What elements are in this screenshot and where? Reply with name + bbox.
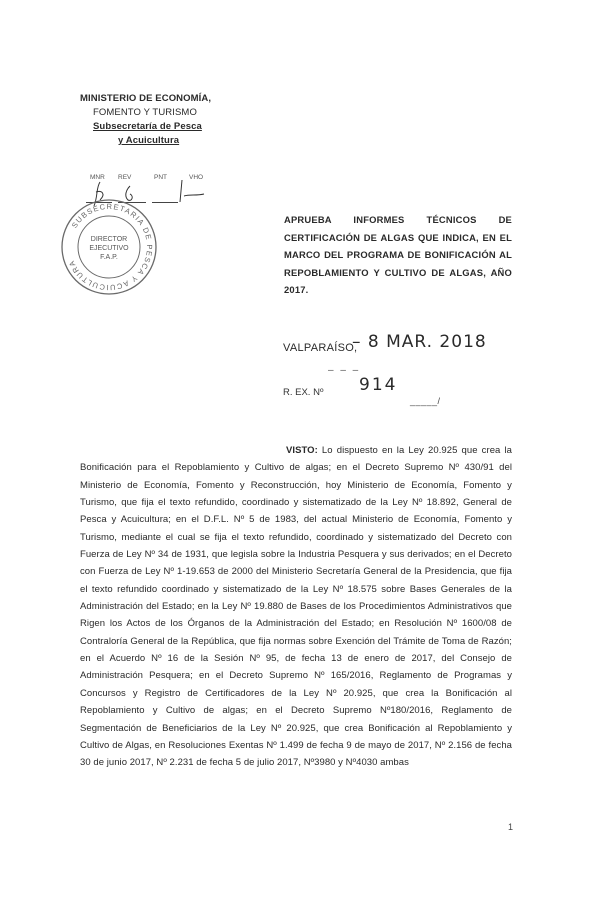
body-paragraph — [80, 442, 512, 772]
initials-label: MNR — [90, 174, 105, 181]
ministry-line2: FOMENTO Y TURISMO — [93, 107, 197, 118]
ministry-line1: MINISTERIO DE ECONOMÍA, — [80, 93, 212, 104]
resolution-label: R. EX. Nº — [283, 387, 324, 398]
subsecretaria-line1: Subsecretaría de Pesca — [93, 121, 202, 132]
resolution-trailing: _____/ — [410, 396, 441, 406]
page-number: 1 — [508, 822, 514, 832]
stamp-seal — [58, 196, 160, 298]
stamp-line3: F.A.P. — [100, 254, 118, 261]
document-title: APRUEBA INFORMES TÉCNICOS DE CERTIFICACIÓN DE ALGAS QUE INDICA, EN EL MARCO DEL PROGRAMA DE BONIFICACIÓN AL REPOBLAMIENTO Y CULTIVO DE ALGAS, AÑO 2017. — [284, 214, 512, 296]
ministry-header — [80, 92, 211, 148]
date-stamp: – 8 MAR. 2018 — [352, 332, 487, 352]
resolution-number: 914 — [359, 375, 398, 395]
visto-label: VISTO: — [286, 445, 318, 456]
subsecretaria-line2: y Acuicultura — [118, 135, 180, 146]
initials-label: REV — [118, 174, 132, 181]
place-label: VALPARAÍSO, — [283, 342, 358, 354]
stamp-line1: DIRECTOR — [90, 236, 128, 243]
official-stamp — [58, 196, 160, 298]
stamp-line2: EJECUTIVO — [89, 245, 129, 252]
resolution-dashes: – – – — [328, 365, 361, 376]
initials-label: VHO — [189, 174, 204, 181]
visto-text: Lo dispuesto en la Ley 20.925 que crea la Bonificación para el Repoblamiento y Cultivo de algas; en el Decreto Supremo Nº 430/91 del Ministerio de Economía, Fomento y Reconstrucción, hoy Ministerio de Economía, Fomento y Turismo, que fija el texto refundido, coordinado y sistematizado de la Ley Nº 18.892, General de Pesca y Acuicultura; en el D.F.L. Nº 5 de 1983, del actual Ministerio de Economía, Fomento y Turismo, mediante el cual se fija el texto refundido, coordinado y sistematizado del Decreto con Fuerza de Ley Nº 34 de 1931, que legisla sobre la Industria Pesquera y sus derivados; en el Decreto con Fuerza de Ley Nº 1-19.653 de 2000 del Ministerio Secretaría General de la Presidencia, que fija el texto refundido coordinado y sistematizado de la Ley Nº 18.575 sobre Bases Generales de la Administración del Estado; en la Ley Nº 19.880 de Bases de los Procedimientos Administrativos que Rigen los Actos de los Órganos de la Administración del Estado; en Resolución Nº 1600/08 de Contraloría General de la República, que fija normas sobre Exención del Trámite de Toma de Razón; en el Acuerdo Nº 16 de la Sesión Nº 95, de fecha 13 de enero de 2017, del Consejo de Administración Pesquera; en el Decreto Supremo Nº 165/2016, Reglamento de Programas y Concursos y Registro de Certificadores de la Ley Nº 20.925, que crea la Bonificación al Repoblamiento y Cultivo de algas; en el Decreto Supremo Nº180/2016, Reglamento de Segmentación de Beneficiarios de la Ley Nº 20.925, que crea Bonificación al Repoblamiento y Cultivo de Algas, en Resoluciones Exentas Nº 1.499 de fecha 9 de mayo de 2017, Nº 2.156 de fecha 30 de junio 2017, Nº 2.231 de fecha 5 de julio 2017, Nº3980 y Nº4030 ambas — [80, 445, 512, 769]
initials-label: PNT — [154, 174, 167, 181]
svg-text:SUBSECRETARIA DE PESCA Y ACUIC: SUBSECRETARIA DE PESCA Y ACUICULTURA — [66, 201, 155, 293]
